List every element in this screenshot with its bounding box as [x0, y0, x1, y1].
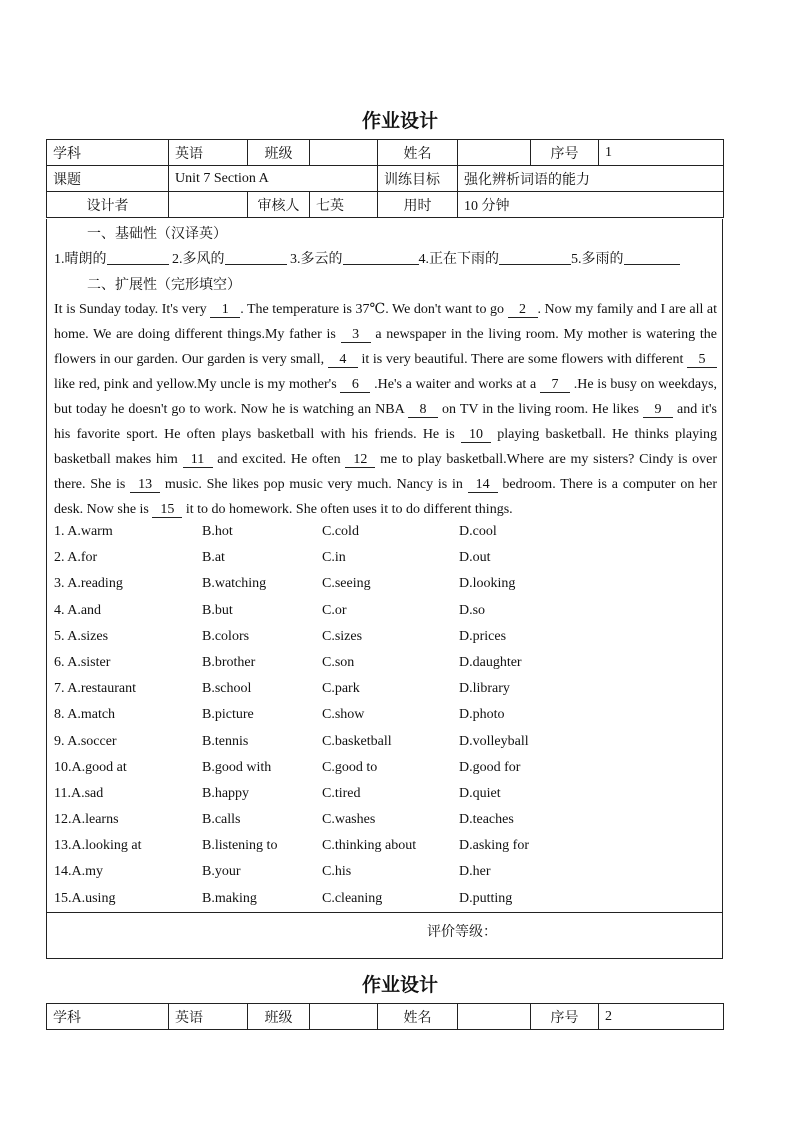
cloze-blank-10[interactable]: 10 [461, 427, 491, 443]
worksheet-body [46, 219, 723, 959]
option-choice: 4. A.and [54, 602, 102, 618]
cloze-blank-6[interactable]: 6 [340, 377, 370, 393]
option-choice[interactable]: D.her [459, 864, 491, 880]
section-basic-heading: 一、基础性（汉译英） [87, 227, 227, 242]
passage-text: .He's a waiter and works at a [370, 377, 541, 392]
passage-text: me to play basketball.Where are my sisters? Cindy is over there. She is [54, 452, 717, 492]
serial-value: 1 [599, 140, 724, 166]
option-choice[interactable]: D.library [459, 681, 510, 697]
subject-label: 学科 [47, 140, 169, 166]
passage-text: music. She likes pop music very much. Nancy is in [160, 477, 468, 492]
subject-value: 英语 [169, 1004, 248, 1030]
option-choice: 13.A.looking at [54, 838, 142, 854]
option-choice[interactable]: C.show [322, 707, 365, 723]
option-choice[interactable]: B.watching [202, 576, 267, 592]
option-row [54, 860, 714, 886]
header-table-2 [46, 1003, 724, 1030]
passage-text: playing basketball. He thinks playing basketball makes him [54, 427, 718, 467]
option-choice[interactable]: C.cold [322, 524, 359, 539]
cloze-blank-13[interactable]: 13 [130, 477, 160, 493]
option-choice[interactable]: B.your [202, 864, 241, 880]
option-row [54, 730, 714, 756]
goal-value: 强化辨析词语的能力 [458, 166, 724, 192]
cloze-blank-4[interactable]: 4 [328, 352, 358, 368]
topic-value: Unit 7 Section A [169, 166, 378, 192]
name-field[interactable] [458, 140, 531, 166]
goal-label: 训练目标 [378, 166, 458, 192]
header-table [46, 139, 724, 218]
passage-text: .He is busy on weekdays, but today he doesn't go to work. Now he is watching an NBA [54, 377, 717, 417]
page-title-2: 作业设计 [361, 974, 438, 996]
option-choice: 9. A.soccer [54, 733, 117, 749]
cloze-blank-8[interactable]: 8 [408, 402, 438, 418]
passage-text: on TV in the living room. He likes [438, 402, 643, 417]
cloze-blank-9[interactable]: 9 [643, 402, 673, 418]
option-choice[interactable]: B.colors [202, 628, 250, 644]
passage-text: it to do homework. She often uses it to do different things. [182, 502, 513, 517]
option-choice[interactable]: D.volleyball [459, 733, 529, 749]
option-row [54, 599, 714, 625]
option-choice: 2. A.for [54, 550, 98, 566]
serial-value: 2 [599, 1004, 724, 1030]
option-choice[interactable]: D.good for [459, 759, 521, 775]
class-field[interactable] [310, 1004, 378, 1030]
option-choice[interactable]: D.putting [459, 890, 513, 906]
basic-item: 4.正在下雨的 [418, 252, 499, 267]
option-choice[interactable]: D.asking for [459, 838, 529, 854]
option-choice[interactable]: B.making [202, 890, 257, 906]
option-choice[interactable]: B.tennis [202, 733, 249, 749]
option-choice[interactable]: B.listening to [202, 838, 278, 854]
option-choice[interactable]: C.sizes [322, 628, 363, 644]
option-row [54, 572, 714, 598]
option-row [54, 651, 714, 677]
option-choice[interactable]: C.basketball [322, 733, 392, 749]
basic-item: 5.多雨的 [571, 252, 624, 267]
option-choice[interactable]: D.photo [459, 707, 505, 723]
option-choice[interactable]: C.washes [322, 812, 376, 828]
option-choice[interactable]: B.happy [202, 785, 250, 801]
option-row [54, 520, 714, 546]
option-choice[interactable]: C.park [322, 681, 360, 697]
reviewer-value: 七英 [310, 192, 378, 218]
cloze-blank-7[interactable]: 7 [540, 377, 570, 393]
option-row [54, 625, 714, 651]
option-choice[interactable]: B.calls [202, 812, 241, 828]
passage-text: and excited. He often [212, 452, 346, 467]
cloze-blank-11[interactable]: 11 [183, 452, 213, 468]
passage-text: It is Sunday today. It's very [54, 302, 211, 317]
option-choice: 15.A.using [54, 890, 116, 906]
option-choice: 14.A.my [54, 864, 103, 880]
option-choice[interactable]: C.tired [322, 785, 361, 801]
basic-items [54, 248, 680, 268]
option-choice: 11.A.sad [54, 785, 104, 801]
option-choice: 8. A.match [54, 707, 116, 723]
option-row [54, 546, 714, 572]
option-row [54, 703, 714, 729]
option-choice: 3. A.reading [54, 576, 123, 592]
designer-label: 设计者 [47, 192, 169, 218]
time-value: 10 分钟 [458, 192, 724, 218]
option-choice[interactable]: B.brother [202, 654, 256, 670]
page-title: 作业设计 [361, 110, 438, 132]
subject-label: 学科 [47, 1004, 169, 1030]
option-choice[interactable]: C.his [322, 864, 352, 880]
option-choice[interactable]: C.good to [322, 759, 378, 775]
option-choice[interactable]: B.but [202, 602, 233, 618]
option-choice[interactable]: B.school [202, 681, 252, 697]
basic-item: 3.多云的 [290, 252, 343, 267]
option-choice[interactable]: C.seeing [322, 576, 371, 592]
serial-label: 序号 [531, 140, 599, 166]
option-choice: 1. A.warm [54, 524, 113, 539]
passage-text: it is very beautiful. There are some flowers with different [357, 352, 687, 367]
reviewer-label: 审核人 [248, 192, 310, 218]
cloze-blank-15[interactable]: 15 [152, 502, 182, 518]
option-choice[interactable]: C.son [322, 654, 355, 670]
option-row [54, 677, 714, 703]
option-choice[interactable]: B.picture [202, 707, 254, 723]
class-label: 班级 [248, 140, 310, 166]
passage-text: . The temperature is 37℃. We don't want to go [240, 302, 508, 317]
option-choice: 10.A.good at [54, 759, 127, 775]
answer-blank[interactable] [107, 250, 169, 265]
option-row [54, 782, 714, 808]
passage-text: and it's his favorite sport. He often plays basketball with his friends. He is [54, 402, 717, 442]
option-choice[interactable]: D.out [459, 550, 491, 566]
cloze-blank-14[interactable]: 14 [468, 477, 498, 493]
cloze-blank-12[interactable]: 12 [345, 452, 375, 468]
option-choice[interactable]: C.or [322, 602, 347, 618]
cloze-blank-1[interactable]: 1 [210, 302, 240, 318]
evaluation-label: 评价等级： [427, 925, 497, 940]
name-field[interactable] [458, 1004, 531, 1030]
option-choice[interactable]: B.hot [202, 524, 233, 539]
designer-field[interactable] [169, 192, 248, 218]
class-label: 班级 [248, 1004, 310, 1030]
option-choice: 12.A.learns [54, 812, 119, 828]
answer-blank[interactable] [499, 250, 571, 265]
option-choice[interactable]: D.prices [459, 628, 507, 644]
passage-text: a newspaper in the living room. My mother is watering the flowers in our garden. Our garden is very small, [54, 327, 717, 367]
cloze-blank-2[interactable]: 2 [508, 302, 538, 318]
option-row [54, 834, 714, 860]
time-label: 用时 [378, 192, 458, 218]
option-row [54, 808, 714, 834]
name-label: 姓名 [378, 1004, 458, 1030]
option-row [54, 887, 714, 913]
serial-label: 序号 [531, 1004, 599, 1030]
basic-item: 2.多风的 [172, 252, 225, 267]
option-choice[interactable]: D.cool [459, 524, 497, 539]
cloze-blank-5[interactable]: 5 [687, 352, 717, 368]
option-choice[interactable]: B.at [202, 550, 225, 566]
topic-label: 课题 [47, 166, 169, 192]
class-field[interactable] [310, 140, 378, 166]
option-choice[interactable]: D.looking [459, 576, 516, 592]
option-choice[interactable]: D.teaches [459, 812, 514, 828]
cloze-blank-3[interactable]: 3 [341, 327, 371, 343]
option-choice: 6. A.sister [54, 654, 111, 670]
option-choice[interactable]: B.good with [202, 759, 272, 775]
options-list [54, 520, 714, 913]
option-choice[interactable]: D.daughter [459, 654, 522, 670]
cloze-passage [54, 297, 717, 522]
option-choice[interactable]: C.cleaning [322, 890, 383, 906]
divider [47, 912, 722, 913]
answer-blank[interactable] [225, 250, 287, 265]
option-choice[interactable]: D.quiet [459, 785, 501, 801]
option-row [54, 756, 714, 782]
answer-blank[interactable] [624, 250, 680, 265]
passage-text: . Now my family and I are all at home. We are doing different things.My father is [54, 302, 717, 342]
answer-blank[interactable] [343, 250, 419, 265]
section-cloze-heading: 二、扩展性（完形填空） [87, 278, 241, 293]
option-choice[interactable]: C.thinking about [322, 838, 417, 854]
passage-text: bedroom. There is a computer on her desk. Now she is [54, 477, 717, 517]
name-label: 姓名 [378, 140, 458, 166]
basic-item: 1.晴朗的 [54, 252, 107, 267]
option-choice: 7. A.restaurant [54, 681, 137, 697]
option-choice[interactable]: C.in [322, 550, 346, 566]
subject-value: 英语 [169, 140, 248, 166]
option-choice: 5. A.sizes [54, 628, 109, 644]
option-choice[interactable]: D.so [459, 602, 486, 618]
passage-text: like red, pink and yellow.My uncle is my mother's [54, 377, 341, 392]
